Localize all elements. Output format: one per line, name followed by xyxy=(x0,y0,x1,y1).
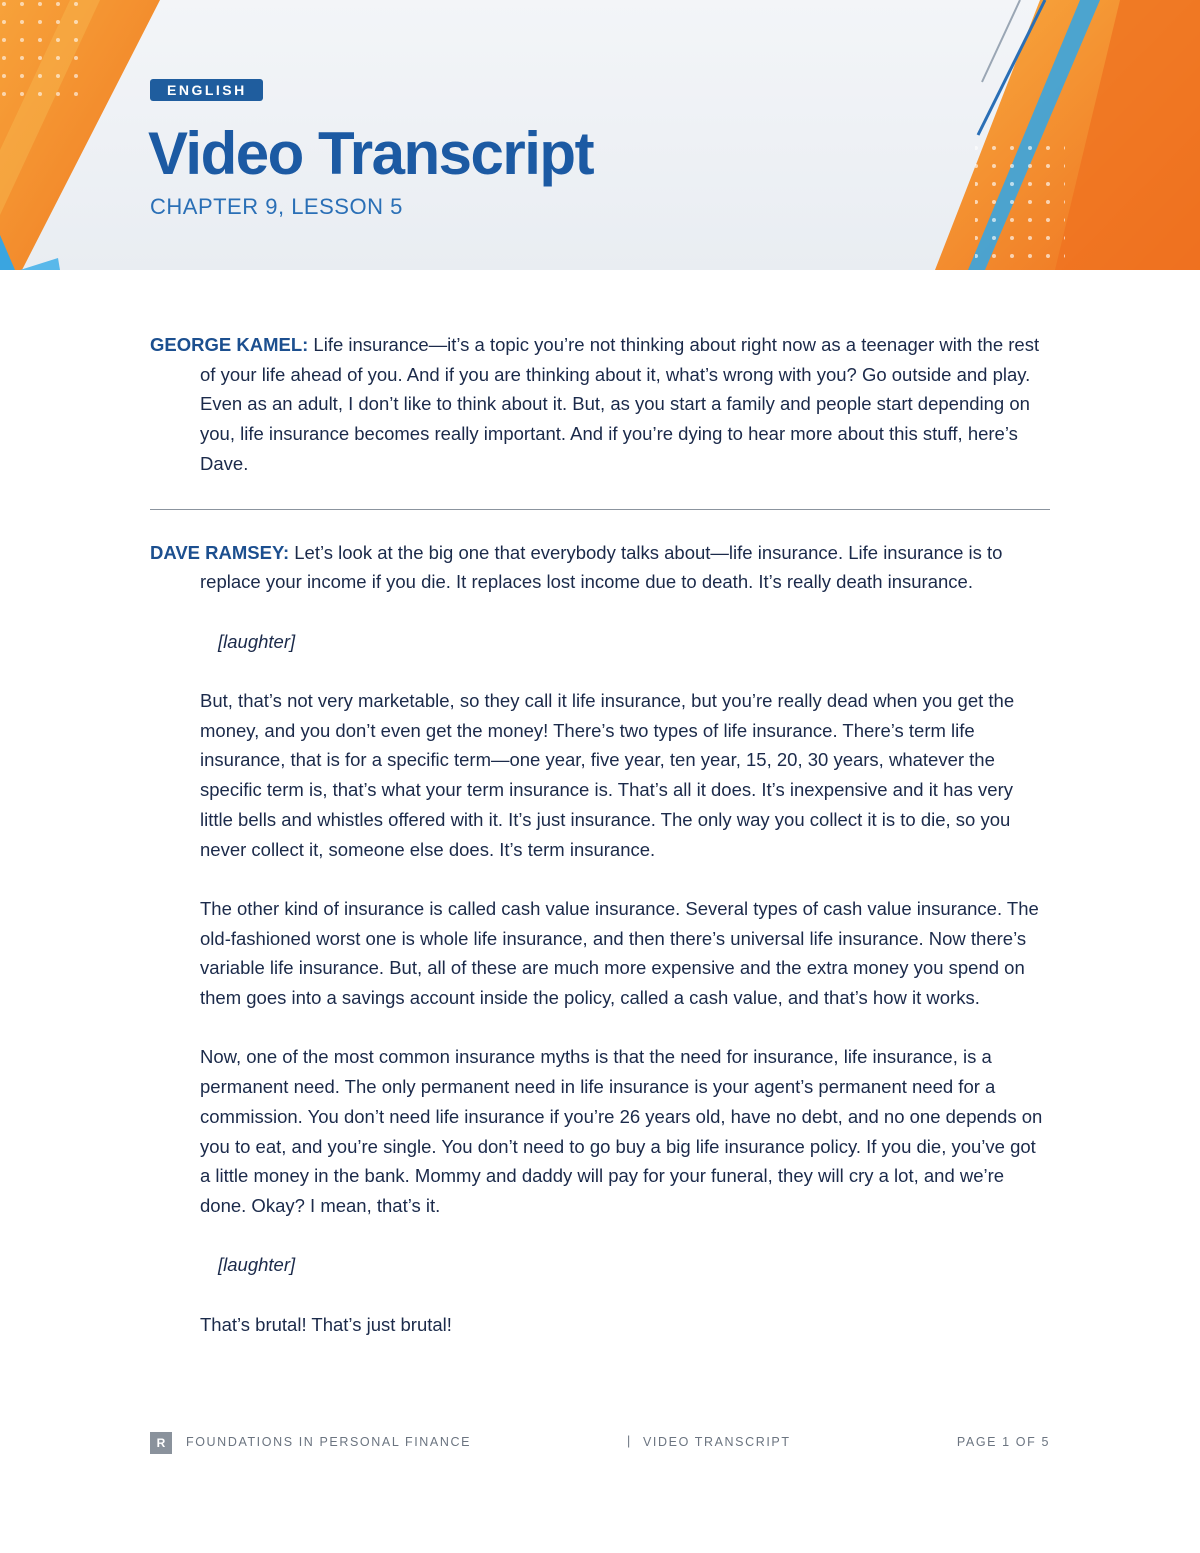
transcript-paragraph: But, that’s not very marketable, so they call it life insurance, but you’re really dead when you get the money, and you don’t even get the money! There’s two types of life insurance. There’s term life insurance, that is for a specific term—one year, five year, ten year, 15, 20, 30 years, whatever the specific term is, that’s what your term insurance is. That’s all it does. It’s inexpensive and it has very little bells and whistles offered with it. It’s just insurance. The only way you collect it is to die, so you never collect it, someone else does. It’s term insurance. xyxy=(200,690,1015,860)
stage-direction: [laughter] xyxy=(218,630,296,652)
left-dots xyxy=(0,0,90,110)
transcript-segment-dave xyxy=(150,538,1050,597)
footer-separator: | xyxy=(627,1434,632,1448)
stage-direction: [laughter] xyxy=(218,1254,296,1276)
right-dots xyxy=(975,140,1065,270)
transcript-paragraph: The other kind of insurance is called cash value insurance. Several types of cash value insurance. The old-fashioned worst one is whole life insurance, and then there’s universal life insurance. Now there’s variable life insurance. But, all of these are much more expensive and the extra money you spend on them goes into a savings account inside the policy, called a cash value, and that’s how it works. xyxy=(200,897,1039,1009)
transcript-body xyxy=(150,330,1050,1339)
speaker-text: Let’s look at the big one that everybody talks about—life insurance. Life insurance is to replace your income if you die. It replaces lost income due to death. It’s really death insurance. xyxy=(200,541,1003,593)
footer-course-name: FOUNDATIONS IN PERSONAL FINANCE xyxy=(186,1435,472,1449)
speaker-name: GEORGE KAMEL: xyxy=(150,334,309,355)
speaker-text: Life insurance—it’s a topic you’re not thinking about right now as a teenager with the rest of your life ahead of you. And if you are thinking about it, what’s wrong with you? Go outside and play. Even as an adult, I don’t like to think about it. But, as you start a family and people start depending on you, life insurance becomes really important. And if you’re dying to hear more about this stuff, here’s Dave. xyxy=(200,334,1040,474)
chapter-lesson-subtitle: CHAPTER 9, LESSON 5 xyxy=(150,194,403,219)
section-divider xyxy=(150,509,1050,510)
ramsey-logo-icon: R xyxy=(150,1432,172,1454)
transcript-paragraph: That’s brutal! That’s just brutal! xyxy=(200,1313,452,1335)
transcript-segment-george xyxy=(150,330,1050,479)
page-number: PAGE 1 OF 5 xyxy=(956,1435,1050,1449)
header-banner xyxy=(0,0,1200,270)
footer-doc-type: VIDEO TRANSCRIPT xyxy=(643,1435,791,1449)
transcript-paragraph: Now, one of the most common insurance myths is that the need for insurance, life insurance, is a permanent need. The only permanent need in life insurance is your agent’s permanent need for a commission. You don’t need life insurance if you’re 26 years old, have no debt, and no one depends on you to eat, and you’re single. You don’t need to go buy a big life insurance policy. If you die, you’ve got a little money in the bank. Mommy and daddy will pay for your funeral, they will cry a lot, and we’re done. Okay? I mean, that’s it. xyxy=(200,1046,1043,1216)
page-title: Video Transcript xyxy=(148,120,594,187)
page-footer xyxy=(150,1432,1050,1454)
language-badge: ENGLISH xyxy=(150,79,263,101)
speaker-name: DAVE RAMSEY: xyxy=(150,541,290,563)
